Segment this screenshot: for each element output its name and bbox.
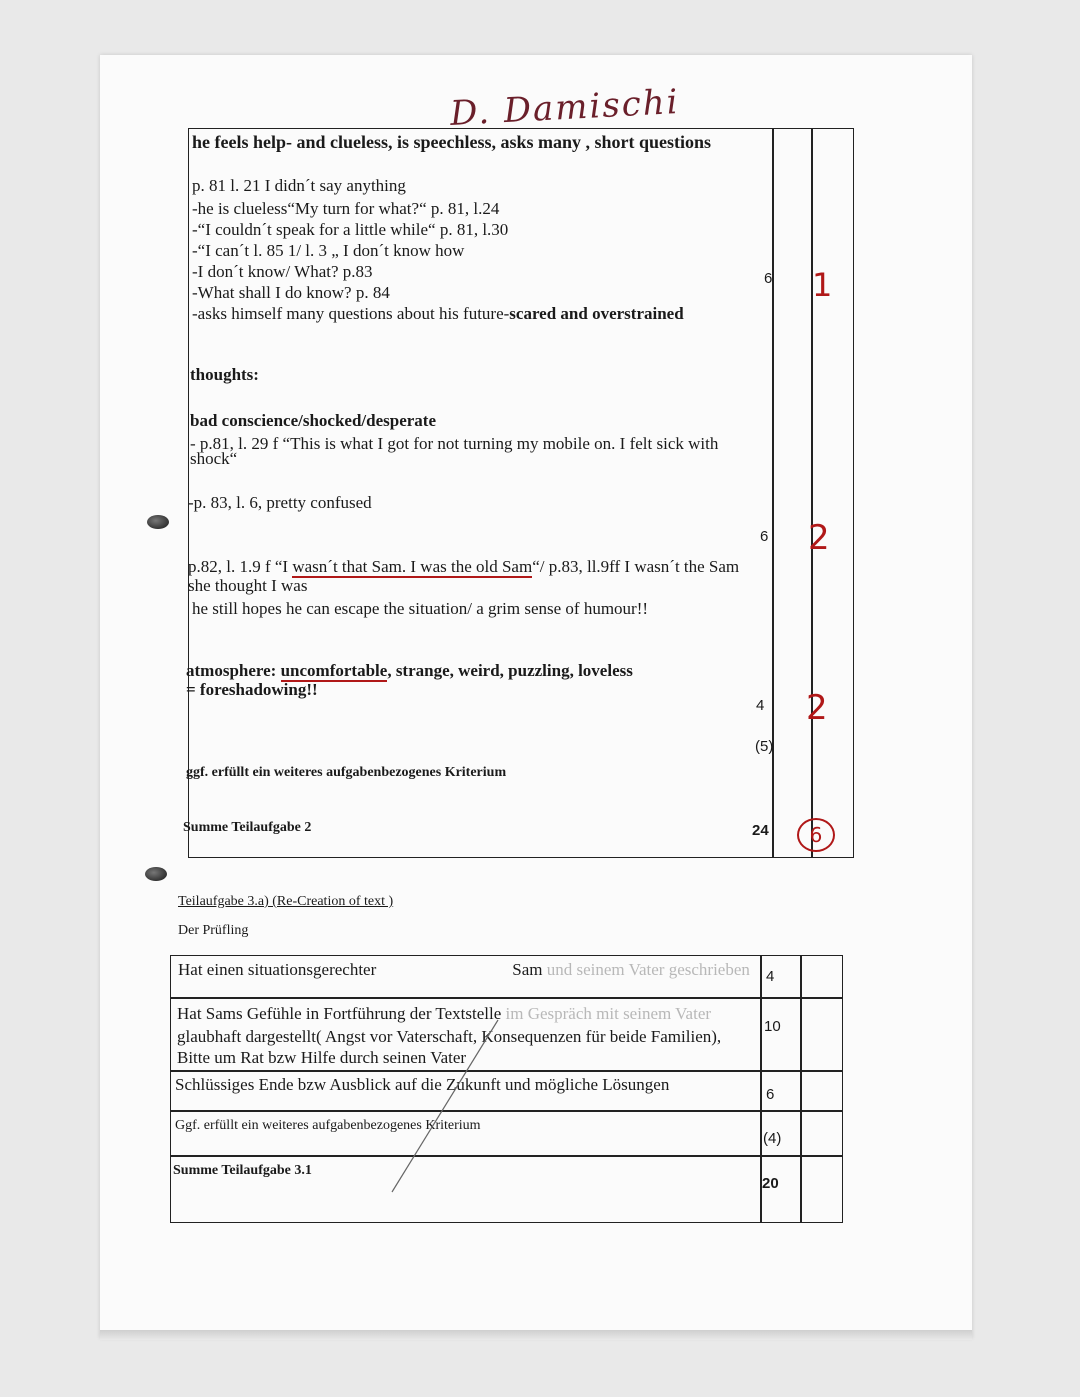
grade-mark-3: 2 (806, 688, 828, 728)
quote-line-3: -“I couldn´t speak for a little while“ p. 81, l.30 (192, 220, 509, 239)
quote-line-7-text: -asks himself many questions about his future- (192, 304, 510, 323)
extra-criterion: ggf. erfüllt ein weiteres aufgabenbezogenes Kriterium (186, 765, 507, 780)
atmosphere-line-1 (186, 661, 633, 681)
pencil-strike-line (380, 1010, 510, 1200)
section2-points-sum: 24 (752, 822, 769, 839)
section2-divider-grade (811, 128, 813, 858)
section3-row1 (178, 960, 750, 980)
thoughts-heading: thoughts: (190, 365, 259, 384)
row2-faint: im Gespräch mit seinem Vater (505, 1004, 712, 1023)
section3-points-1: 4 (766, 968, 775, 985)
section3-row5: Summe Teilaufgabe 3.1 (173, 1163, 312, 1178)
section2-points-3: 4 (756, 697, 765, 714)
atmosphere-underlined: uncomfortable (280, 661, 388, 680)
row2-start: Hat Sams Gefühle in Fortführung der Textstelle (177, 1004, 502, 1023)
row1-start: Hat einen situationsgerechter (178, 960, 377, 979)
quote-a-line-2: shock“ (190, 449, 238, 468)
punch-hole-top (147, 515, 169, 529)
quote-line-7 (192, 304, 684, 324)
section2-intro: he feels help- and clueless, is speechless, asks many , short questions (192, 132, 712, 152)
section3-row3: Schlüssiges Ende bzw Ausblick auf die Zukunft und mögliche Lösungen (175, 1075, 670, 1094)
bad-conscience: bad conscience/shocked/desperate (190, 411, 437, 430)
section2-sum-label: Summe Teilaufgabe 2 (183, 820, 312, 835)
section3-points-3: 6 (766, 1086, 775, 1103)
quote-line-1: p. 81 l. 21 I didn´t say anything (192, 176, 406, 195)
quote-c-start: p.82, l. 1.9 f “I (188, 557, 293, 576)
section3-divider-grade (800, 955, 802, 1223)
row1-sam: Sam (512, 960, 543, 979)
section3-row2-line3: Bitte um Rat bzw Hilfe durch seinen Vater (177, 1048, 467, 1067)
quote-b: -p. 83, l. 6, pretty confused (188, 493, 372, 512)
grade-mark-1: 1 (812, 266, 833, 304)
section3-row4: Ggf. erfüllt ein weiteres aufgabenbezogenes Kriterium (175, 1118, 481, 1133)
quote-line-6: -What shall I do know? p. 84 (192, 283, 390, 302)
section3-points-sum: 20 (762, 1175, 779, 1192)
quote-line-2: -he is clueless“My turn for what?“ p. 81, l.24 (192, 199, 500, 218)
section3-row-line-1 (170, 997, 843, 999)
atmosphere-rest: , strange, weird, puzzling, loveless (387, 661, 633, 680)
quote-line-5: -I don´t know/ What? p.83 (192, 262, 373, 281)
section3-title: Teilaufgabe 3.a) (Re-Creation of text ) (178, 894, 394, 909)
atmosphere-line-2: = foreshadowing!! (186, 680, 318, 699)
section2-points-4: (5) (755, 738, 774, 755)
section3-points-4: (4) (763, 1130, 782, 1147)
row1-faint: und seinem Vater geschrieben (546, 960, 750, 979)
quote-a-line-1: - p.81, l. 29 f “This is what I got for not turning my mobile on. I felt sick with (190, 434, 719, 453)
quote-c-line-1 (188, 557, 739, 577)
quote-c-line-2: she thought I was (188, 576, 308, 595)
quote-line-7-bold: scared and overstrained (509, 304, 684, 323)
quote-line-4: -“I can´t l. 85 1/ l. 3 „ I don´t know how (192, 241, 465, 260)
atmosphere-label: atmosphere: (186, 661, 281, 680)
section2-points-1: 6 (764, 270, 773, 287)
pruefling-label: Der Prüfling (178, 923, 249, 938)
punch-hole-bottom (145, 867, 167, 881)
section3-points-2: 10 (764, 1018, 781, 1035)
handwritten-signature: D. Damischi (449, 82, 681, 134)
section2-points-2: 6 (760, 528, 769, 545)
grade-mark-2: 2 (808, 518, 830, 558)
grade-mark-circled: 6 (797, 818, 835, 852)
page-shadow (100, 1330, 972, 1340)
quote-c-end: “/ p.83, ll.9ff I wasn´t the Sam (532, 557, 740, 576)
quote-c-underlined: wasn´t that Sam. I was the old Sam (292, 557, 533, 576)
quote-c-line-3: he still hopes he can escape the situation/ a grim sense of humour!! (192, 599, 649, 618)
section3-row2-line2: glaubhaft dargestellt( Angst vor Vaterschaft, Konsequenzen für beide Familien), (177, 1027, 722, 1046)
